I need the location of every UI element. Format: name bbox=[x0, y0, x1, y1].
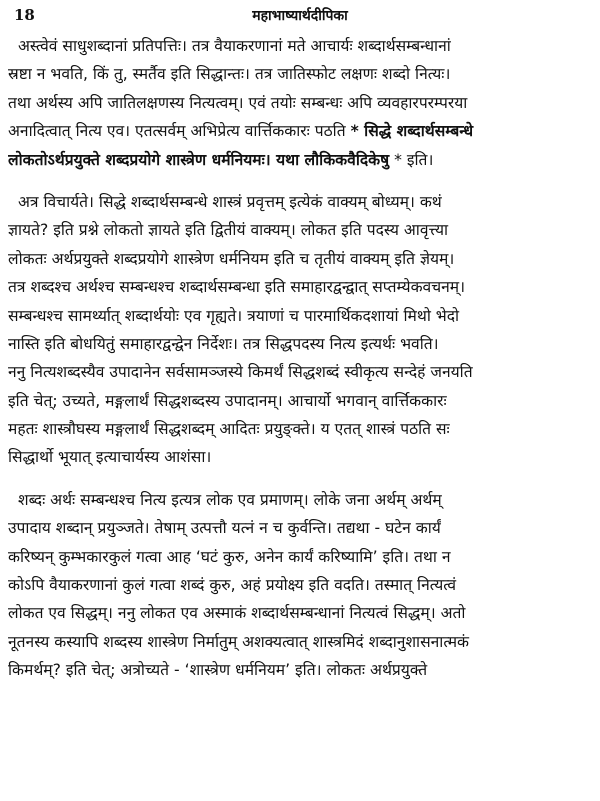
text-line: सम्बन्धश्च सामर्थ्यात् शब्दार्थयोः एव गृह्यते। त्रयाणां च पारमार्थिकदशायां मिथो भेदो bbox=[8, 306, 460, 325]
paragraph-2 bbox=[8, 188, 594, 472]
text-span: अनादित्वात् नित्य एव। एतत्सर्वम् अभिप्रेत्य वार्त्तिककारः पठति bbox=[8, 122, 346, 141]
paragraph-gap bbox=[8, 174, 594, 188]
text-line: करिष्यन् कुम्भकारकुलं गत्वा आह ‘घटं कुरु, अनेन कार्यं करिष्यामि’ इति। तथा न bbox=[8, 547, 451, 566]
paragraph-1 bbox=[8, 32, 594, 174]
text-line-with-quote bbox=[8, 146, 594, 174]
text-line: तथा अर्थस्य अपि जातिलक्षणस्य नित्यत्वम्। एवं तयोः सम्बन्धः अपि व्यवहारपरम्परया bbox=[8, 93, 468, 112]
text-line: अत्र विचार्यते। सिद्धे शब्दार्थसम्बन्धे शास्त्रं प्रवृत्तम् इत्येकं वाक्यम् बोध्यम्। कथं bbox=[18, 192, 442, 211]
paragraph-gap bbox=[8, 472, 594, 486]
text-line: ज्ञायते? इति प्रश्ने लोकतो ज्ञायते इति द्वितीयं वाक्यम्। लोकत इति पदस्य आवृत्त्या bbox=[8, 221, 449, 240]
text-line: नूतनस्य कस्यापि शब्दस्य शास्त्रेण निर्मातुम् अशक्यत्वात् शास्त्रमिदं शब्दानुशासनात्मकं bbox=[8, 632, 469, 651]
vartika-quote-end: लोकतोऽर्थप्रयुक्ते शब्दप्रयोगे शास्त्रेण धर्मनियमः। यथा लौकिकवैदिकेषु bbox=[8, 150, 390, 169]
body-text bbox=[8, 32, 594, 685]
running-title: महाभाष्यार्थदीपिका bbox=[252, 8, 348, 24]
text-line: तत्र शब्दश्च अर्थश्च सम्बन्धश्च शब्दार्थसम्बन्धा इति समाहारद्वन्द्वात् सप्तम्येकवचनम्। bbox=[8, 278, 466, 297]
text-line: महतः शास्त्रौघस्य मङ्गलार्थं सिद्धशब्दम् आदितः प्रयुङ्क्ते। य एतत् शास्त्रं पठति सः bbox=[8, 420, 450, 439]
text-line: नास्ति इति बोधयितुं समाहारद्वन्द्वेन निर्देशः। तत्र सिद्धपदस्य नित्य इत्यर्थः भवति। bbox=[8, 334, 439, 353]
text-line: कोऽपि वैयाकरणानां कुलं गत्वा शब्दं कुरु, अहं प्रयोक्ष्य इति वदति। तस्मात् नित्यत्वं bbox=[8, 576, 457, 595]
vartika-quote-start: * सिद्धे शब्दार्थसम्बन्धे bbox=[350, 122, 474, 141]
page-number: 18 bbox=[14, 6, 35, 24]
text-line: अस्त्वेवं साधुशब्दानां प्रतिपत्तिः। तत्र वैयाकरणानां मते आचार्यः शब्दार्थसम्बन्धानां bbox=[18, 37, 451, 55]
text-line: इति चेत्; उच्यते, मङ्गलार्थं सिद्धशब्दस्य उपादानम्। आचार्यो भगवान् वार्त्तिककारः bbox=[8, 391, 447, 410]
page-header bbox=[14, 6, 586, 26]
text-line: किमर्थम्? इति चेत्; अत्रोच्यते - ‘शास्त्रेण धर्मनियम’ इति। लोकतः अर्थप्रयुक्ते bbox=[8, 661, 428, 680]
text-line: सिद्धार्थो भूयात् इत्याचार्यस्य आशंसा। bbox=[8, 448, 212, 467]
text-line: ननु नित्यशब्दस्यैव उपादानेन सर्वसामञ्जस्ये किमर्थं सिद्धशब्दं स्वीकृत्य सन्देहं जनयति bbox=[8, 363, 473, 382]
text-line: स्रष्टा न भवति, किं तु, स्मर्तैव इति सिद्धान्तः। तत्र जातिस्फोट लक्षणः शब्दो नित्यः। bbox=[8, 65, 451, 84]
paragraph-3 bbox=[8, 486, 594, 685]
text-span: * इति। bbox=[394, 150, 434, 169]
text-line: लोकतः अर्थप्रयुक्ते शब्दप्रयोगे शास्त्रेण धर्मनियम इति च तृतीयं वाक्यम् इति ज्ञेयम्। bbox=[8, 249, 455, 268]
text-line: शब्दः अर्थः सम्बन्धश्च नित्य इत्यत्र लोक एव प्रमाणम्। लोके जना अर्थम् अर्थम् bbox=[18, 490, 442, 509]
text-line: लोकत एव सिद्धम्। ननु लोकत एव अस्माकं शब्दार्थसम्बन्धानां नित्यत्वं सिद्धम्। अतो bbox=[8, 604, 466, 623]
text-line: उपादाय शब्दान् प्रयुञ्जते। तेषाम् उत्पत्तौ यत्नं न च कुर्वन्ति। तद्यथा - घटेन कार्यं bbox=[8, 519, 441, 538]
text-line-with-quote bbox=[8, 117, 594, 145]
